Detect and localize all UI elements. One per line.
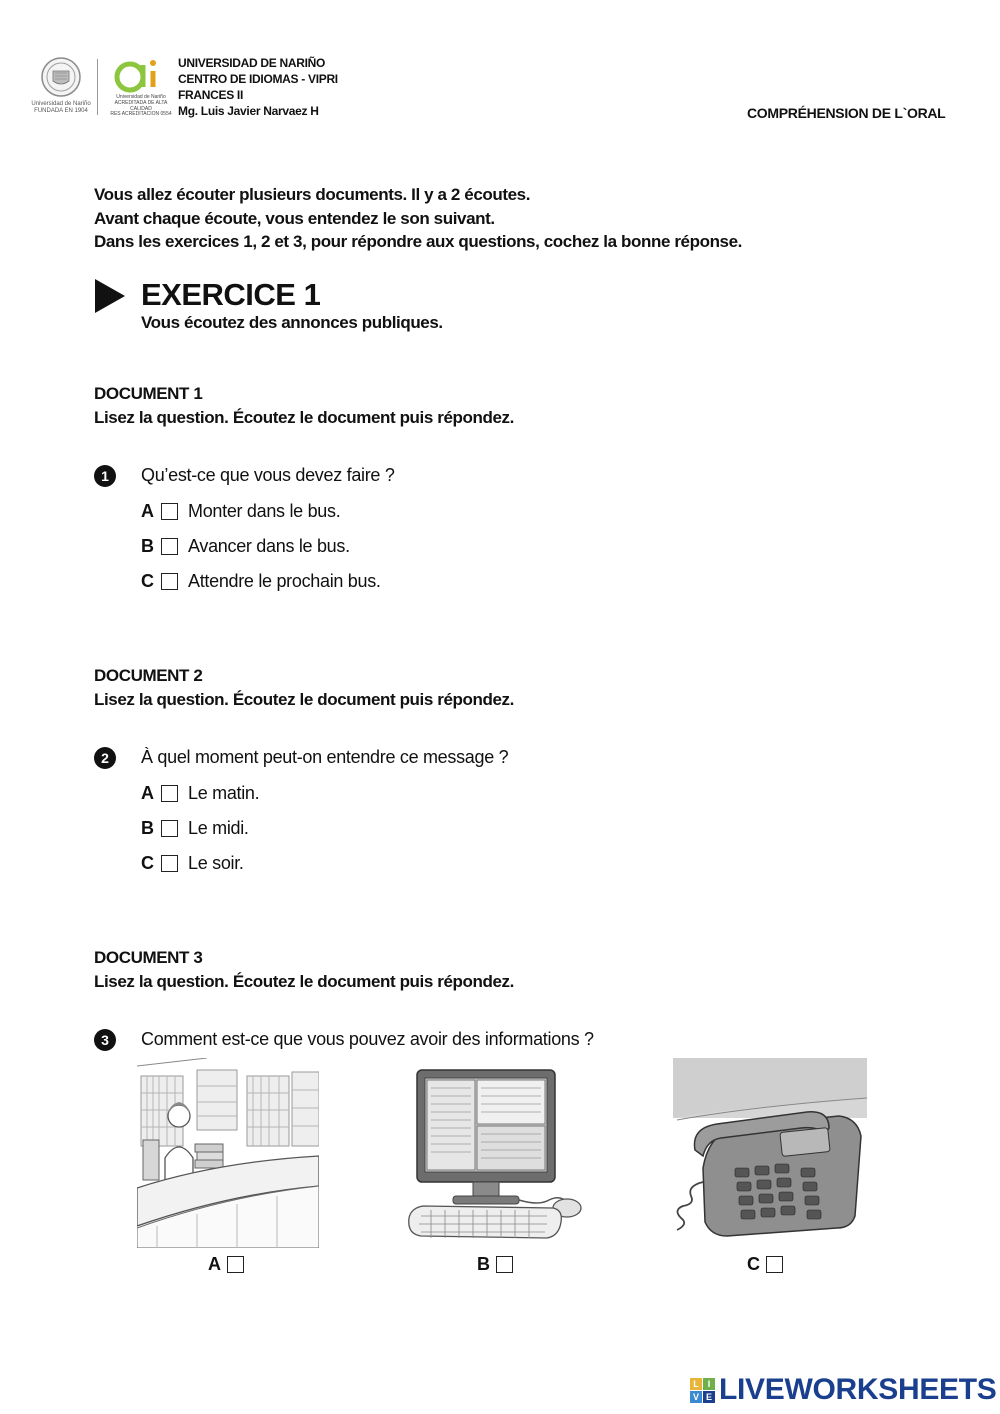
telephone-icon xyxy=(673,1058,867,1248)
option-letter: A xyxy=(141,782,154,803)
answer-option-a[interactable] xyxy=(141,781,259,805)
ai-caption-mid: ACREDITADA DE ALTA CALIDAD xyxy=(114,99,168,112)
option-text: Le matin. xyxy=(188,782,260,803)
document-title: DOCUMENT 3 xyxy=(94,948,203,967)
answer-option-c[interactable] xyxy=(141,569,381,593)
question-text: À quel moment peut-on entendre ce message ? xyxy=(141,747,509,767)
ai-caption-top: Universidad de Nariño xyxy=(116,94,166,100)
information-desk-icon xyxy=(137,1058,319,1248)
option-letter: C xyxy=(141,570,154,591)
option-letter: B xyxy=(477,1253,490,1274)
question-number-badge: 2 xyxy=(94,747,116,769)
answer-checkbox[interactable] xyxy=(161,820,178,837)
liveworksheets-brand-text: LIVEWORKSHEETS xyxy=(719,1373,997,1406)
instruction-line: Avant chaque écoute, vous entendez le son suivant. xyxy=(94,208,495,228)
play-arrow-icon xyxy=(95,279,125,313)
institution-line-course: FRANCES II xyxy=(178,88,244,102)
institution-line-university: UNIVERSIDAD DE NARIÑO xyxy=(178,56,326,70)
option-letter: A xyxy=(208,1253,221,1274)
question-text: Qu’est-ce que vous devez faire ? xyxy=(141,465,395,485)
liveworksheets-grid-icon xyxy=(690,1378,715,1403)
logo-divider xyxy=(97,59,98,115)
document-1-header xyxy=(94,382,514,430)
ai-logo-caption xyxy=(104,95,178,118)
question-text: Comment est-ce que vous pouvez avoir des informations ? xyxy=(141,1029,594,1049)
instruction-line: Dans les exercices 1, 2 et 3, pour répondre aux questions, cochez la bonne réponse. xyxy=(94,232,742,251)
document-3-header xyxy=(94,946,514,994)
question-number-badge: 3 xyxy=(94,1029,116,1051)
section-title: COMPRÉHENSION DE L`ORAL xyxy=(747,105,946,121)
option-letter: C xyxy=(141,852,154,873)
answer-option-c[interactable] xyxy=(141,851,244,875)
picture-answer-a[interactable] xyxy=(208,1253,244,1275)
document-title: DOCUMENT 1 xyxy=(94,384,203,403)
answer-checkbox[interactable] xyxy=(227,1256,244,1273)
document-title: DOCUMENT 2 xyxy=(94,666,203,685)
grid-letter-i: I xyxy=(703,1378,715,1390)
liveworksheets-logo xyxy=(690,1373,997,1407)
institution-line-teacher: Mg. Luis Javier Narvaez H xyxy=(178,104,319,118)
option-text: Le midi. xyxy=(188,817,249,838)
document-2-header xyxy=(94,664,514,712)
seal-caption-bottom: FUNDADA EN 1904 xyxy=(34,107,88,114)
picture-answer-b[interactable] xyxy=(477,1253,513,1275)
document-instruction: Lisez la question. Écoutez le document puis répondez. xyxy=(94,690,514,709)
answer-checkbox[interactable] xyxy=(161,855,178,872)
answer-option-b[interactable] xyxy=(141,816,249,840)
grid-letter-l: L xyxy=(690,1378,702,1390)
option-text: Monter dans le bus. xyxy=(188,500,341,521)
seal-caption xyxy=(30,101,92,114)
answer-checkbox[interactable] xyxy=(496,1256,513,1273)
picture-option-c xyxy=(673,1058,867,1248)
picture-option-b xyxy=(405,1058,590,1248)
grid-letter-v: V xyxy=(690,1391,702,1403)
option-letter: B xyxy=(141,817,154,838)
ai-caption-bottom: RES ACREDITACION 0554 xyxy=(110,111,172,118)
answer-checkbox[interactable] xyxy=(161,785,178,802)
option-text: Avancer dans le bus. xyxy=(188,535,350,556)
option-text: Attendre le prochain bus. xyxy=(188,570,381,591)
exercise-title: EXERCICE 1 xyxy=(141,277,321,312)
answer-checkbox[interactable] xyxy=(766,1256,783,1273)
institution-line-center: CENTRO DE IDIOMAS - VIPRI xyxy=(178,72,338,86)
grid-letter-e: E xyxy=(703,1391,715,1403)
computer-icon xyxy=(405,1058,590,1248)
answer-option-a[interactable] xyxy=(141,499,340,523)
document-instruction: Lisez la question. Écoutez le document puis répondez. xyxy=(94,972,514,991)
institution-info xyxy=(178,55,338,119)
document-instruction: Lisez la question. Écoutez le document puis répondez. xyxy=(94,408,514,427)
answer-checkbox[interactable] xyxy=(161,573,178,590)
seal-caption-top: Universidad de Nariño xyxy=(31,101,91,107)
answer-option-b[interactable] xyxy=(141,534,350,558)
option-letter: A xyxy=(141,500,154,521)
option-letter: B xyxy=(141,535,154,556)
instructions-block xyxy=(94,183,742,254)
answer-checkbox[interactable] xyxy=(161,503,178,520)
option-text: Le soir. xyxy=(188,852,244,873)
question-number-badge: 1 xyxy=(94,465,116,487)
picture-option-a xyxy=(137,1058,319,1248)
answer-checkbox[interactable] xyxy=(161,538,178,555)
exercise-subtitle: Vous écoutez des annonces publiques. xyxy=(141,313,443,332)
picture-answer-c[interactable] xyxy=(747,1253,783,1275)
instruction-line: Vous allez écouter plusieurs documents. Il y a 2 écoutes. xyxy=(94,185,531,204)
option-letter: C xyxy=(747,1253,760,1274)
